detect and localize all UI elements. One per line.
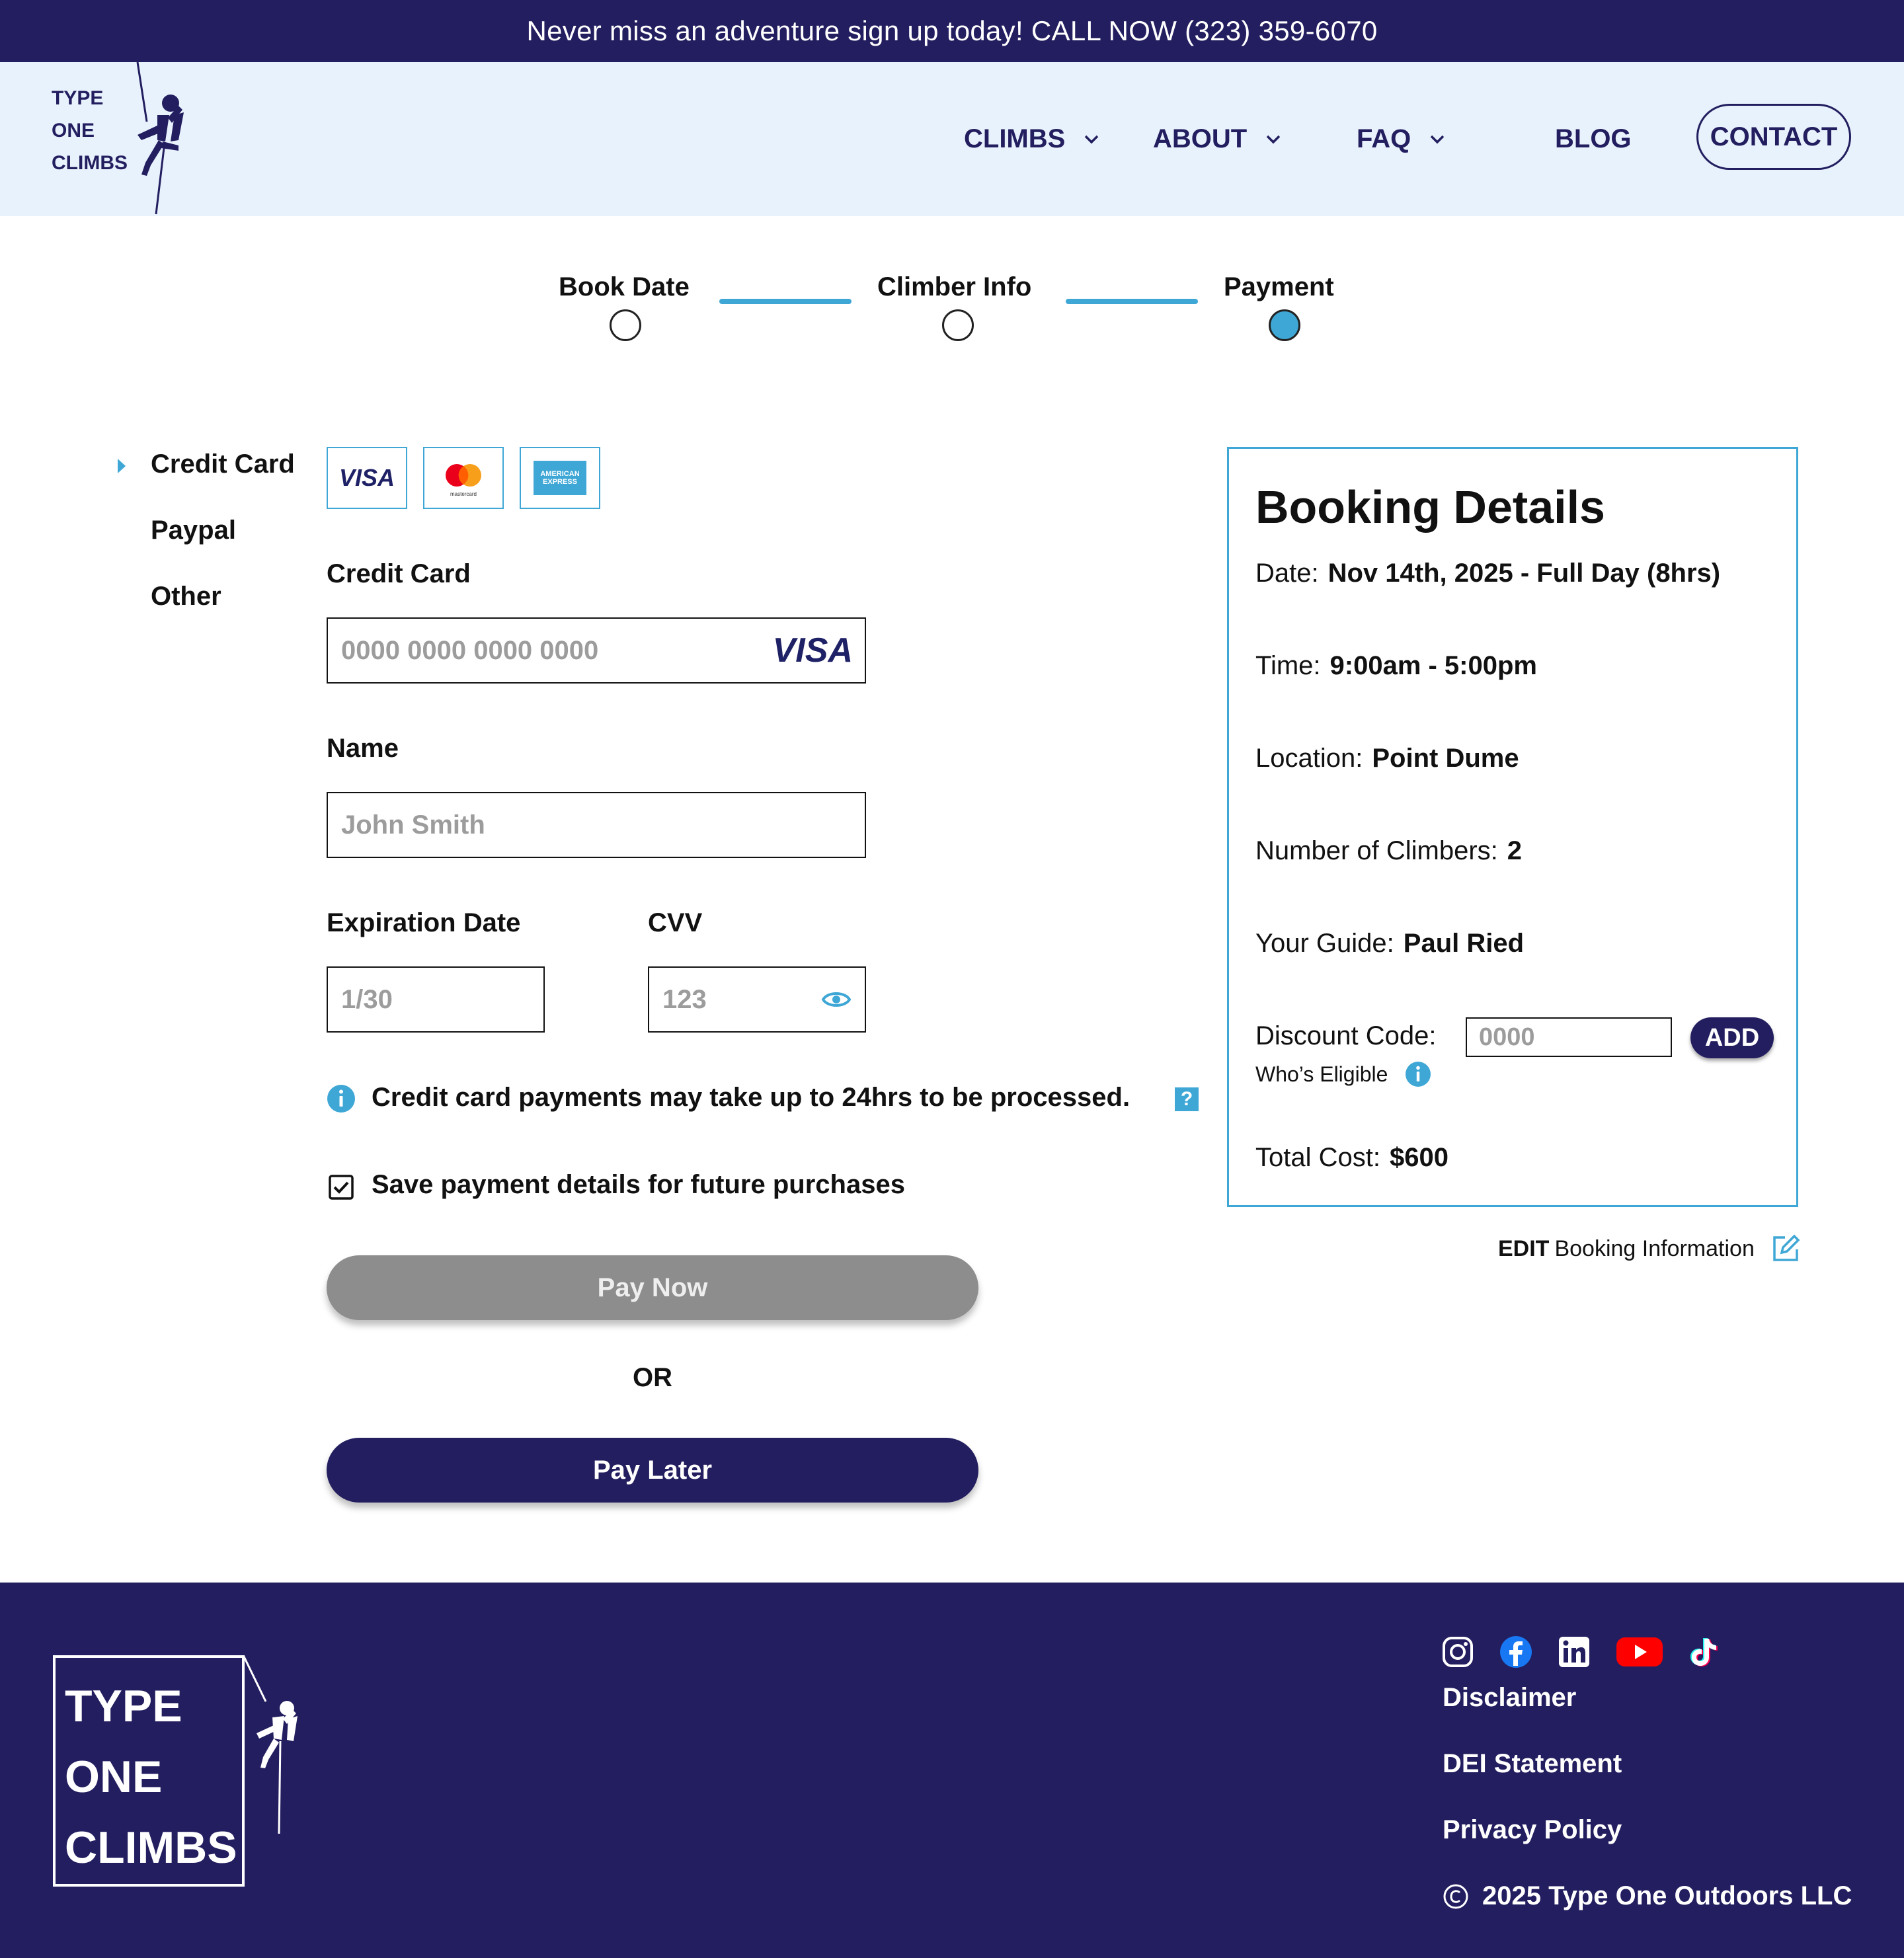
- processing-note: Credit card payments may take up to 24hrs to be processed.: [372, 1083, 1130, 1112]
- site-footer: [0, 1583, 1904, 1958]
- facebook-icon[interactable]: [1499, 1635, 1532, 1668]
- instagram-icon[interactable]: [1441, 1635, 1474, 1668]
- or-divider: OR: [633, 1363, 672, 1392]
- help-icon[interactable]: ?: [1175, 1087, 1199, 1111]
- nav-blog[interactable]: BLOG: [1555, 124, 1632, 153]
- linkedin-icon[interactable]: [1558, 1635, 1591, 1668]
- step-label-book-date: Book Date: [559, 272, 690, 301]
- booking-guide: Your Guide: Paul Ried: [1255, 929, 1525, 958]
- copyright: 2025 Type One Outdoors LLC: [1443, 1881, 1852, 1911]
- chevron-down-icon: [1265, 134, 1281, 145]
- nav-faq[interactable]: FAQ: [1357, 62, 1445, 216]
- eye-icon[interactable]: [821, 985, 852, 1021]
- nav-climbs[interactable]: CLIMBS: [964, 62, 1099, 216]
- card-number-label: Credit Card: [327, 559, 471, 588]
- info-icon: [1405, 1061, 1431, 1087]
- climber-icon: [118, 62, 217, 216]
- logo-text: TYPE ONE CLIMBS: [52, 87, 128, 174]
- tiktok-icon[interactable]: [1688, 1635, 1719, 1668]
- copyright-icon: [1443, 1883, 1469, 1910]
- edit-icon: [1770, 1234, 1801, 1264]
- booking-date: Date: Nov 14th, 2025 - Full Day (8hrs): [1255, 559, 1721, 588]
- amex-icon: AMERICAN EXPRESS: [534, 461, 586, 495]
- pay-now-button[interactable]: Pay Now: [327, 1255, 978, 1320]
- booking-total: Total Cost: $600: [1255, 1143, 1448, 1172]
- footer-logo-text: TYPE ONE CLIMBS: [65, 1681, 237, 1873]
- add-discount-button[interactable]: ADD: [1690, 1017, 1774, 1058]
- amex-logo[interactable]: [520, 447, 600, 509]
- step-indicator-climber-info[interactable]: [942, 309, 974, 341]
- info-icon: [327, 1084, 356, 1116]
- step-connector: [1066, 299, 1198, 304]
- name-input[interactable]: John Smith: [327, 792, 866, 858]
- checkbox-checked-icon: [328, 1174, 354, 1200]
- expiration-label: Expiration Date: [327, 908, 521, 937]
- site-header: [0, 62, 1904, 216]
- pay-later-button[interactable]: Pay Later: [327, 1438, 978, 1503]
- chevron-down-icon: [1429, 134, 1445, 145]
- footer-link-disclaimer[interactable]: Disclaimer: [1443, 1683, 1577, 1712]
- booking-time: Time: 9:00am - 5:00pm: [1255, 651, 1537, 680]
- save-payment-label: Save payment details for future purchases: [372, 1170, 905, 1199]
- booking-details-title: Booking Details: [1255, 481, 1605, 533]
- visa-logo[interactable]: VISA: [327, 447, 407, 509]
- tab-other[interactable]: Other: [151, 582, 221, 611]
- expiration-input[interactable]: 1/30: [327, 966, 545, 1033]
- booking-details-panel: [1227, 447, 1798, 1207]
- promo-banner: [0, 0, 1904, 62]
- social-links: [1441, 1635, 1744, 1668]
- nav-about[interactable]: ABOUT: [1153, 62, 1281, 216]
- cvv-label: CVV: [648, 908, 703, 937]
- step-label-payment: Payment: [1224, 272, 1334, 301]
- step-label-climber-info: Climber Info: [877, 272, 1032, 301]
- youtube-icon[interactable]: [1616, 1635, 1663, 1668]
- booking-location: Location: Point Dume: [1255, 744, 1519, 773]
- whos-eligible-link[interactable]: Who’s Eligible: [1255, 1061, 1431, 1087]
- step-indicator-payment[interactable]: [1269, 309, 1300, 341]
- climber-icon: [243, 1655, 309, 1840]
- chevron-down-icon: [1084, 134, 1099, 145]
- booking-climbers: Number of Climbers: 2: [1255, 836, 1523, 865]
- cvv-input[interactable]: 123: [648, 966, 866, 1033]
- tab-credit-card[interactable]: Credit Card: [151, 450, 295, 479]
- caret-right-icon: [118, 459, 126, 473]
- step-connector: [719, 299, 852, 304]
- promo-banner-text: Never miss an adventure sign up today! CALL NOW (323) 359-6070: [526, 15, 1378, 46]
- footer-link-privacy-policy[interactable]: Privacy Policy: [1443, 1815, 1622, 1844]
- step-indicator-book-date[interactable]: [610, 309, 641, 341]
- discount-code-label: Discount Code:: [1255, 1021, 1437, 1050]
- visa-brand-icon: VISA: [772, 631, 853, 670]
- contact-button[interactable]: CONTACT: [1696, 104, 1851, 170]
- footer-logo[interactable]: [53, 1655, 245, 1887]
- discount-code-input[interactable]: 0000: [1466, 1017, 1672, 1057]
- mastercard-logo[interactable]: mastercard: [423, 447, 504, 509]
- edit-booking-link[interactable]: EDIT Booking Information: [1498, 1234, 1801, 1264]
- save-payment-checkbox[interactable]: [328, 1174, 354, 1204]
- site-logo[interactable]: [52, 62, 217, 216]
- name-label: Name: [327, 734, 399, 763]
- tab-paypal[interactable]: Paypal: [151, 516, 236, 545]
- card-number-input[interactable]: 0000 0000 0000 0000 VISA: [327, 617, 866, 684]
- footer-link-dei-statement[interactable]: DEI Statement: [1443, 1749, 1622, 1778]
